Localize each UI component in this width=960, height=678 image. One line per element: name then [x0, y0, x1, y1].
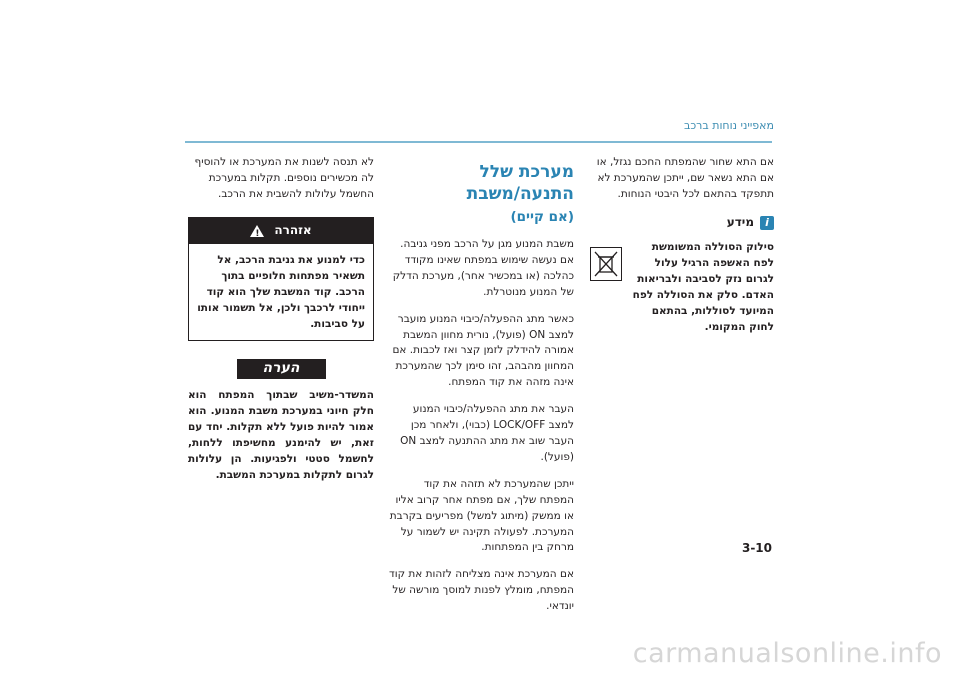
page-number: 3-10: [741, 541, 772, 555]
warning-box: [188, 217, 374, 341]
info-icon: i: [760, 216, 774, 230]
section-subtitle: (אם קיים): [510, 209, 574, 225]
col2-paragraph: ייתכן שהמערכת לא תזהה את קוד המפתח שלך, אם מפתח אחר קרוב אליו או ממשק (מיתוג למשל) מפריעים בקרבת המערכת. לפעולה תקינה יש לשמור על מרחק בין המפתחות.: [389, 477, 574, 554]
warning-header: [189, 218, 373, 244]
column-2: [388, 155, 574, 626]
section-title: מערכת שלל התנעה/משבת: [466, 162, 574, 204]
recycle-note: [590, 239, 774, 335]
running-header: מאפייני נוחות ברכב: [683, 119, 774, 132]
caution-text: המשדר-משיב שבתוך המפתח הוא חלק חיוני במערכת משבת המנוע. הוא אמור להיות פועל ללא תקלות. יחד עם זאת, יש להימנע מחשיפתו ללחות, לחשמל סטטי ולפגיעות. הן עלולות לגרום לתקלות במערכת המשבת.: [188, 388, 374, 481]
caution-header: [188, 359, 374, 379]
header-rule: [185, 141, 772, 143]
column-3: [188, 155, 374, 483]
warning-label: אזהרה: [274, 222, 312, 237]
column-1: [590, 155, 774, 335]
info-heading: [590, 215, 774, 231]
warning-text: כדי למנוע את גניבת הרכב, אל תשאיר מפתחות חלופיים בתוך הרכב. קוד המשבת שלך הוא קוד ייחודי לרכבך ולכן, אל תשמור אותו על סביבות.: [197, 253, 365, 330]
col2-paragraph: העבר את מתג ההפעלה/כיבוי המנוע למצב LOCK/OFF (כבוי), ולאחר מכן העבר שוב את מתג ההתנעה למצב ON (פועל).: [400, 403, 574, 463]
col2-paragraph: אם המערכת אינה מצליחה לזהות את קוד המפתח, מומלץ לפנות למוסך מורשה של יונדאי.: [389, 568, 574, 613]
col2-paragraph: משבת המנוע מגן על הרכב מפני גניבה. אם נעשה שימוש במפתח שאינו מקודד כהלכה (או במכשיר אחר), מערכת הדלק של המנוע מנוטרלת.: [392, 238, 574, 298]
col3-intro: לא תנסה לשנות את המערכת או להוסיף לה מכשירים נוספים. תקלות במערכת החשמל עלולות להשבית את הרכב.: [194, 156, 374, 200]
info-title: מידע: [726, 214, 754, 229]
recycle-text: סילוק הסוללה המשומשת לפח האשפה הרגיל עלול לגרום נזק לסביבה ולבריאות האדם. סלק את הסוללה לפח המיועד לסוללות, בהתאם לחוק המקומי.: [632, 240, 774, 333]
caution-label: הערה: [237, 359, 326, 379]
col2-paragraph: כאשר מתג ההפעלה/כיבוי המנוע מועבר למצב ON (פועל), נורית מחוון המשבת אמורה להידלק לזמן קצר ואז לכבות. אם המחוון מהבהב, זהו סימן לכך שהמערכת אינה מזהה את קוד המפתח.: [392, 312, 574, 389]
warning-triangle-icon: !: [250, 225, 264, 237]
watermark: carmanualsonline.info: [632, 638, 942, 669]
col1-intro: אם התא שחור שהמפתח החכם נגזל, או אם התא נשאר שם, ייתכן שהמערכת לא תתפקד בהתאם לכל היבטי הנוחות.: [596, 156, 774, 200]
crossed-bin-icon: [590, 247, 622, 281]
